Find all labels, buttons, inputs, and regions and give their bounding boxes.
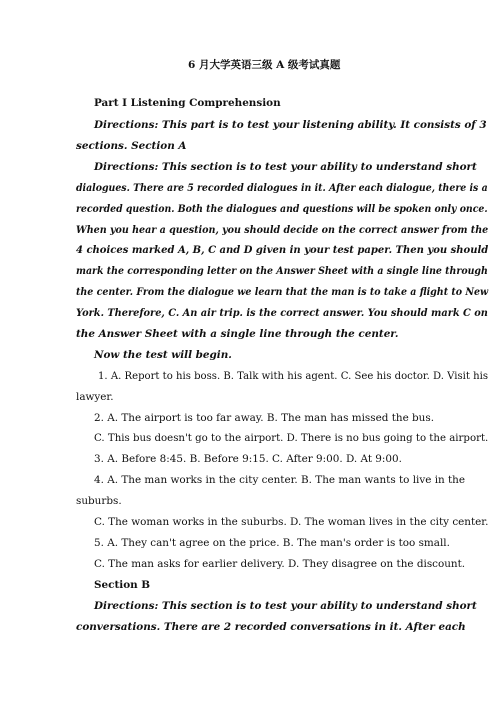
directions-intro-line: Directions: This part is to test your listening ability. It consists of 3 xyxy=(94,119,487,131)
question-line: 4. A. The man works in the city center. B. The man wants to live in the xyxy=(94,474,466,486)
section-b-heading: Section B xyxy=(94,579,151,591)
section-b-directions-line: Directions: This section is to test your ability to understand short xyxy=(94,600,477,612)
section-a-directions-line: Directions: This section is to test your ability to understand short xyxy=(94,161,477,173)
question-line: 1. A. Report to his boss. B. Talk with his agent. C. See his doctor. D. Visit his xyxy=(98,370,489,382)
begin-note: Now the test will begin. xyxy=(94,349,232,361)
part-heading: Part Ⅰ Listening Comprehension xyxy=(94,97,281,109)
document-title: 6 月大学英语三级 A 级考试真题 xyxy=(188,59,341,71)
section-a-directions-line: York. Therefore, C. An air trip. is the correct answer. You should mark C on xyxy=(76,307,488,319)
question-line: C. The woman works in the suburbs. D. The woman lives in the city center. xyxy=(94,516,489,528)
question-line: 5. A. They can't agree on the price. B. The man's order is too small. xyxy=(94,537,450,549)
section-b-directions-line: conversations. There are 2 recorded conversations in it. After each xyxy=(76,621,466,633)
question-line: lawyer. xyxy=(76,391,114,403)
directions-intro-line: sections. Section A xyxy=(76,140,187,152)
section-a-directions-line: the Answer Sheet with a single line through the center. xyxy=(76,328,399,340)
section-a-directions-line: the center. From the dialogue we learn that the man is to take a flight to New xyxy=(76,286,489,298)
question-line: C. The man asks for earlier delivery. D. They disagree on the discount. xyxy=(94,558,466,570)
question-line: 3. A. Before 8:45. B. Before 9:15. C. After 9:00. D. At 9:00. xyxy=(94,453,402,465)
question-line: C. This bus doesn't go to the airport. D. There is no bus going to the airport. xyxy=(94,432,489,444)
question-line: 2. A. The airport is too far away. B. The man has missed the bus. xyxy=(94,412,434,424)
section-a-directions-line: mark the corresponding letter on the Answer Sheet with a single line through xyxy=(76,265,488,277)
section-a-directions-line: 4 choices marked A, B, C and D given in your test paper. Then you should xyxy=(76,244,489,256)
section-a-directions-line: When you hear a question, you should decide on the correct answer from the xyxy=(76,224,489,236)
section-a-directions-line: dialogues. There are 5 recorded dialogues in it. After each dialogue, there is a xyxy=(76,182,488,194)
question-line: suburbs. xyxy=(76,495,122,507)
section-a-directions-line: recorded question. Both the dialogues and questions will be spoken only once. xyxy=(76,203,488,215)
